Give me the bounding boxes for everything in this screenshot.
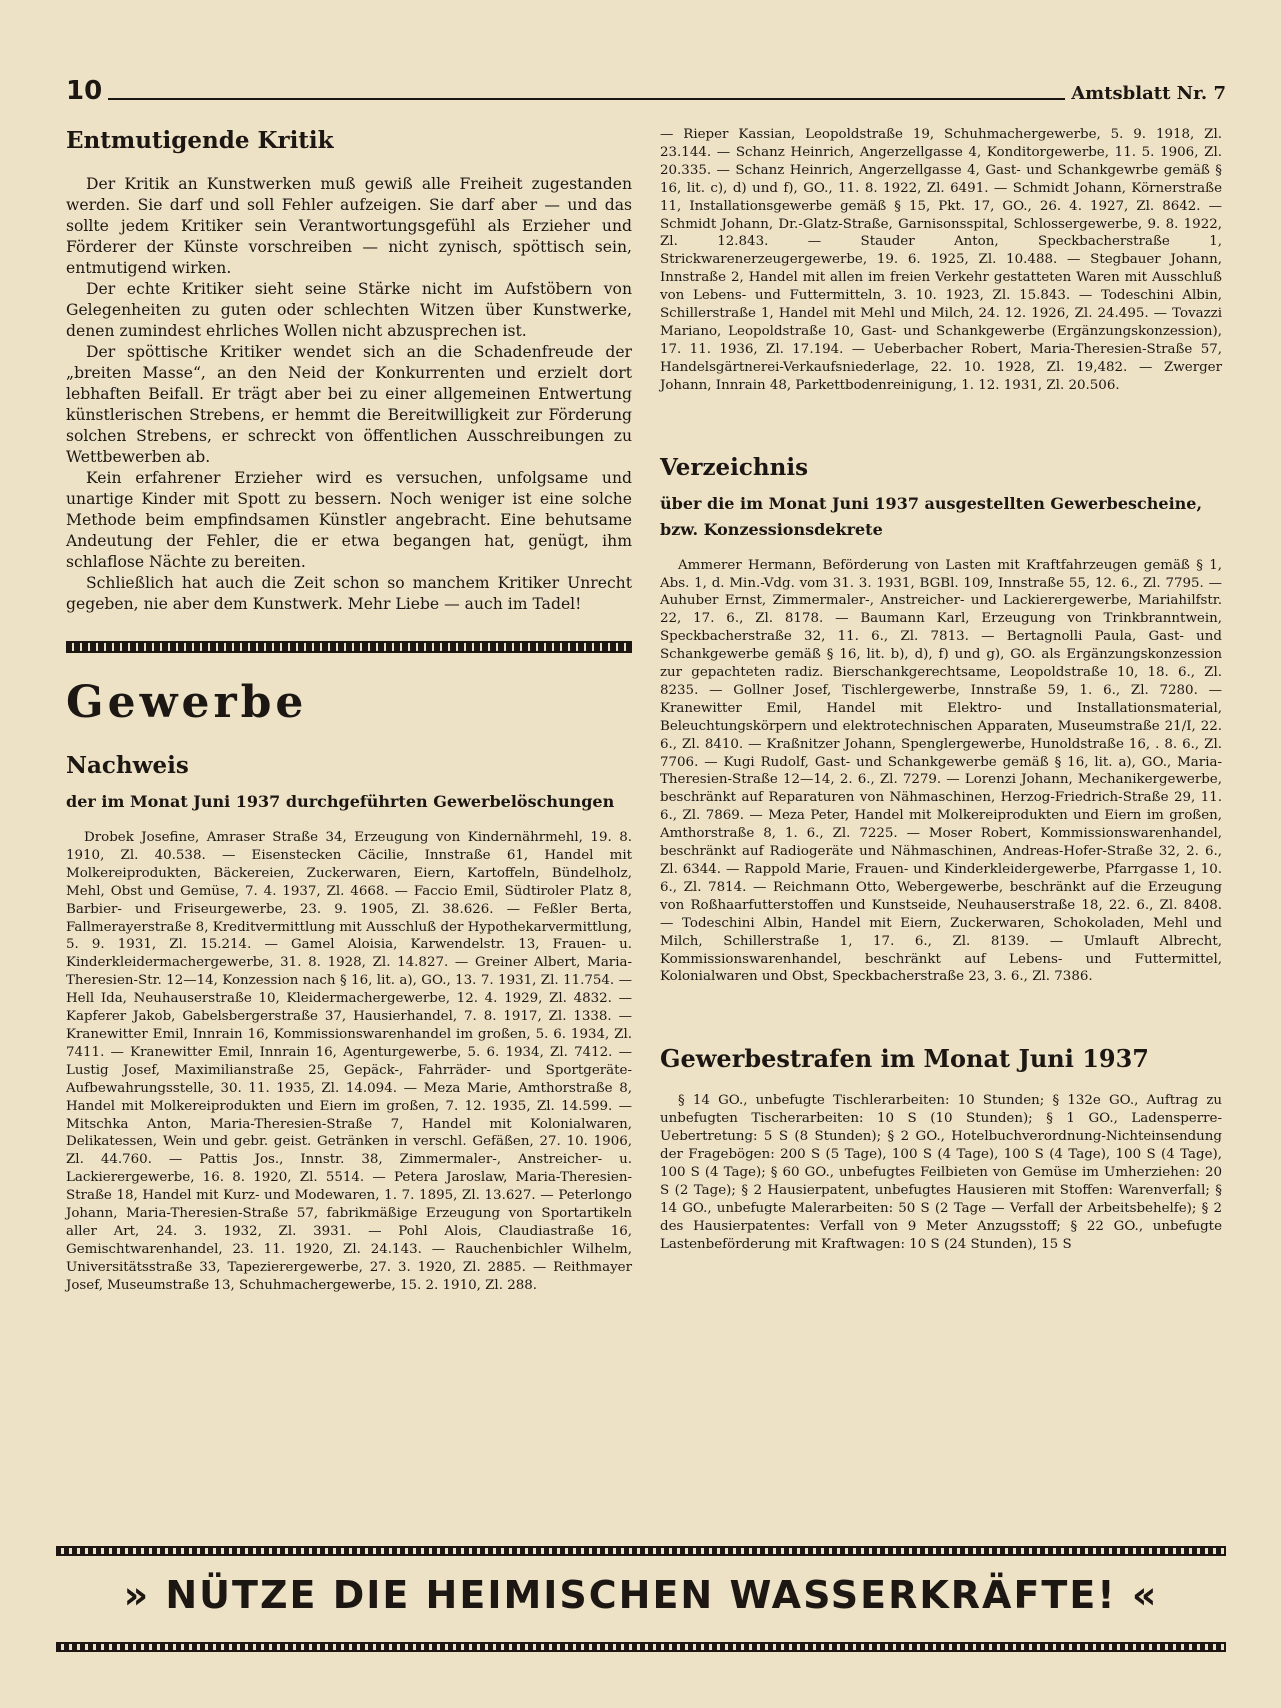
header-rule — [108, 98, 1065, 100]
kritik-paragraph: Der echte Kritiker sieht seine Stärke nicht im Aufstöbern von Gelegenheiten zu guten oder schlechten Witzen über Kunstwerke, denen zumindest ehrliches Wollen nicht abzusprechen ist. — [66, 280, 632, 340]
banner-rule-top — [56, 1546, 1226, 1556]
publication-title: Amtsblatt Nr. 7 — [1071, 83, 1226, 104]
left-column — [66, 126, 632, 1295]
spacer — [660, 395, 1222, 453]
kritik-paragraph: Der spöttische Kritiker wendet sich an die Schadenfreude der „breiten Masse“, an den Neid der Konkurrenten und erzielt dort lebhaften Beifall. Er trägt aber bei zu einer allgemeinen Entwertung künstlerischen Strebens, er hemmt die Bereitwilligkeit zur Förderung solchen Strebens, er schreckt von öffentlichen Ausschreibungen zu Wettbewerben ab. — [66, 343, 632, 466]
section-divider — [66, 641, 632, 653]
verzeichnis-subtitle: über die im Monat Juni 1937 ausgestellten Gewerbescheine, bzw. Konzessionsdekrete — [660, 493, 1203, 539]
nachweis-subtitle: der im Monat Juni 1937 durchgeführten Gewerbelöschungen — [66, 792, 615, 811]
gewerbe-title: Gewerbe — [66, 677, 308, 728]
spacer — [660, 986, 1222, 1044]
strafen-title: Gewerbestrafen im Monat Juni 1937 — [660, 1044, 1149, 1074]
right-column — [660, 126, 1222, 1254]
strafen-list: § 14 GO., unbefugte Tischlerarbeiten: 10 Stunden; § 132e GO., Auftrag zu unbefugten Tischerarbeiten: 10 S (10 Stunden); § 1 GO., Ladensperre-Uebertretung: 5 S (8 Stunden); § 2 GO., Hotelbuchverordnung-Nichteinsendung der Fragebögen: 200 S (5 Tage), 100 S (4 Tage), 100 S (4 Tage), 100 S (4 Tage), 100 S (4 Tage); § 60 GO., unbefugtes Feilbieten von Gemüse im Umherziehen: 20 S (2 Tage); § 2 Hausierpatent, unbefugtes Hausieren mit Stoffen: Warenverfall; § 14 GO., unbefugte Malerarbeiten: 50 S (2 Tage — Verfall der Arbeitsbehelfe); § 2 des Hausierpatentes: Verfall von 9 Meter Anzugsstoff; § 22 GO., unbefugte Lastenbeförderung mit Kraftwagen: 10 S (24 Stunden), 15 S — [660, 1093, 1222, 1252]
page-number: 10 — [66, 76, 103, 106]
page-header — [66, 68, 1226, 104]
verzeichnis-title: Verzeichnis — [660, 453, 809, 481]
banner-slogan: » NÜTZE DIE HEIMISCHEN WASSERKRÄFTE! « — [123, 1573, 1159, 1617]
loeschungen-list-continued: — Rieper Kassian, Leopoldstraße 19, Schuhmachergewerbe, 5. 9. 1918, Zl. 23.144. — Schanz Heinrich, Angerzellgasse 4, Konditorgewerbe, 11. 5. 1906, Zl. 20.335. — Schanz Heinrich, Angerzellgasse 4, Gast- und Schankgewrbe gemäß § 16, lit. c), d) und f), GO., 11. 8. 1922, Zl. 6491. — Schmidt Johann, Körnerstraße 11, Installationsgewerbe gemäß § 15, Pkt. 17, GO., 26. 4. 1927, Zl. 8642. — Schmidt Johann, Dr.-Glatz-Straße, Garnisonsspital, Schlossergewerbe, 9. 8. 1922, Zl. 12.843. — Stauder Anton, Speckbacherstraße 1, Strickwarenerzeugergewerbe, 19. 6. 1925, Zl. 10.488. — Stegbauer Johann, Innstraße 2, Handel mit allen im freien Verkehr gestatteten Waren mit Ausschluß von Lebens- und Futtermitteln, 3. 10. 1923, Zl. 15.843. — Todeschini Albin, Schillerstraße 1, Handel mit Mehl und Milch, 24. 12. 1926, Zl. 24.495. — Tovazzi Mariano, Leopoldstraße 10, Gast- und Schankgewerbe (Ergänzungskonzession), 17. 11. 1936, Zl. 17.194. — Ueberbacher Robert, Maria-Theresien-Straße 57, Handelsgärtnerei-Verkaufsniederlage, 22. 10. 1928, Zl. 19,482. — Zwerger Johann, Innrain 48, Parkettbodenreinigung, 1. 12. 1931, Zl. 20.506. — [660, 127, 1222, 393]
banner-rule-bottom — [56, 1642, 1226, 1652]
nachweis-title: Nachweis — [66, 752, 189, 779]
verzeichnis-list: Ammerer Hermann, Beförderung von Lasten mit Kraftfahrzeugen gemäß § 1, Abs. 1, d. Min.-Vdg. vom 31. 3. 1931, BGBl. 109, Innstraße 55, 12. 6., Zl. 7795. — Auhuber Ernst, Zimmermaler-, Anstreicher- und Lackierergewerbe, Mariahilfstr. 22, 17. 6., Zl. 8178. — Baumann Karl, Erzeugung von Trinkbranntwein, Speckbacherstraße 32, 11. 6., Zl. 7813. — Bertagnolli Paula, Gast- und Schankgewerbe gemäß § 16, lit. b), d), f) und g), GO. als Ergänzungskonzession zur gepachteten radiz. Bierschankgerechtsame, Leopoldstraße 10, 18. 6., Zl. 8235. — Gollner Josef, Tischlergewerbe, Innstraße 59, 1. 6., Zl. 7280. — Kranewitter Emil, Handel mit Elektro- und Installationsmaterial, Beleuchtungskörpern und elektrotechnischen Apparaten, Museumstraße 21/I, 22. 6., Zl. 8410. — Kraßnitzer Johann, Spenglergewerbe, Hunoldstraße 16, . 8. 6., Zl. 7706. — Kugi Rudolf, Gast- und Schankgewerbe gemäß § 16, lit. a), GO., Maria-Theresien-Straße 12—14, 2. 6., Zl. 7279. — Lorenzi Johann, Mechanikergewerbe, beschränkt auf Reparaturen von Nähmaschinen, Herzog-Friedrich-Straße 29, 11. 6., Zl. 7869. — Meza Peter, Handel mit Molkereiprodukten und Eiern im großen, Amthorstraße 8, 1. 6., Zl. 7225. — Moser Robert, Kommissionswarenhandel, beschränkt auf Radiogeräte und Nähmaschinen, Andreas-Hofer-Straße 32, 2. 6., Zl. 6344. — Rappold Marie, Frauen- und Kinderkleidergewerbe, Pfarrgasse 1, 10. 6., Zl. 7814. — Reichmann Otto, Webergewerbe, beschränkt auf die Erzeugung von Roßhaarfutterstoffen und Kunstseide, Neuhauserstraße 18, 22. 6., Zl. 8408. — Todeschini Albin, Handel mit Eiern, Zuckerwaren, Schokoladen, Mehl und Milch, Schillerstraße 1, 17. 6., Zl. 8139. — Umlauft Albrecht, Kommissionswarenhandel, beschränkt auf Lebens- und Futtermittel, Kolonialwaren und Obst, Speckbacherstraße 23, 3. 6., Zl. 7386. — [660, 557, 1222, 985]
kritik-paragraph: Der Kritik an Kunstwerken muß gewiß alle Freiheit zugestanden werden. Sie darf und soll Fehler aufzeigen. Sie darf aber — und das sollte jedem Kritiker sein Verantwortungsgefühl als Erzieher und Förderer der Künste vorschreiben — nicht zynisch, spöttisch sein, entmutigend wirken. — [66, 175, 632, 277]
loeschungen-list: Drobek Josefine, Amraser Straße 34, Erzeugung von Kindernährmehl, 19. 8. 1910, Zl. 40.538. — Eisenstecken Cäcilie, Innstraße 61, Handel mit Molkereiprodukten, Bäckereien, Zuckerwaren, Eiern, Kartoffeln, Bündelholz, Mehl, Obst und Gemüse, 7. 4. 1937, Zl. 4668. — Faccio Emil, Südtiroler Platz 8, Barbier- und Friseurgewerbe, 23. 9. 1905, Zl. 38.626. — Feßler Berta, Fallmerayerstraße 8, Kreditvermittlung mit Ausschluß der Hypothekarvermittlung, 5. 9. 1931, Zl. 15.214. — Gamel Aloisia, Karwendelstr. 13, Frauen- u. Kinderkleidermachergewerbe, 31. 8. 1928, Zl. 14.827. — Greiner Albert, Maria-Theresien-Str. 12—14, Konzession nach § 16, lit. a), GO., 13. 7. 1931, Zl. 11.754. — Hell Ida, Neuhauserstraße 10, Kleidermachergewerbe, 12. 4. 1929, Zl. 4832. — Kapferer Jakob, Gabelsbergerstraße 37, Hausierhandel, 7. 8. 1917, Zl. 1338. — Kranewitter Emil, Innrain 16, Kommissionswarenhandel im großen, 5. 6. 1934, Zl. 7411. — Kranewitter Emil, Innrain 16, Agenturgewerbe, 5. 6. 1934, Zl. 7412. — Lustig Josef, Maximilianstraße 25, Gepäck-, Fahrräder- und Sportgeräte-Aufbewahrungsstelle, 30. 11. 1935, Zl. 14.094. — Meza Marie, Amthorstraße 8, Handel mit Molkereiprodukten und Eiern im großen, 7. 12. 1935, Zl. 14.599. — Mitschka Anton, Maria-Theresien-Straße 7, Handel mit Kolonialwaren, Delikatessen, Wein und gebr. geist. Getränken in verschl. Gefäßen, 27. 10. 1906, Zl. 44.760. — Pattis Jos., Innstr. 38, Zimmermaler-, Anstreicher- u. Lackierergewerbe, 16. 8. 1920, Zl. 5514. — Petera Jaroslaw, Maria-Theresien-Straße 18, Handel mit Kurz- und Modewaren, 1. 7. 1895, Zl. 13.627. — Peterlongo Johann, Maria-Theresien-Straße 57, fabrikmäßige Erzeugung von Sportartikeln aller Art, 24. 3. 1932, Zl. 3931. — Pohl Alois, Claudiastraße 16, Gemischtwarenhandel, 23. 11. 1920, Zl. 24.143. — Rauchenbichler Wilhelm, Universitätsstraße 33, Tapezierergewerbe, 27. 3. 1920, Zl. 2885. — Reithmayer Josef, Museumstraße 13, Schuhmachergewerbe, 15. 2. 1910, Zl. 288. — [66, 830, 632, 1293]
bottom-banner — [56, 1546, 1226, 1656]
kritik-paragraph: Schließlich hat auch die Zeit schon so manchem Kritiker Unrecht gegeben, nie aber dem Kunstwerk. Mehr Liebe — auch im Tadel! — [66, 574, 632, 613]
kritik-paragraph: Kein erfahrener Erzieher wird es versuchen, unfolgsame und unartige Kinder mit Spott zu bessern. Noch weniger ist eine solche Methode beim empfindsamen Künstler angebracht. Eine behutsame Andeutung der Fehler, die er etwa begangen hat, genügt, ihm schlaflose Nächte zu bereiten. — [66, 469, 632, 571]
kritik-title: Entmutigende Kritik — [66, 127, 334, 154]
